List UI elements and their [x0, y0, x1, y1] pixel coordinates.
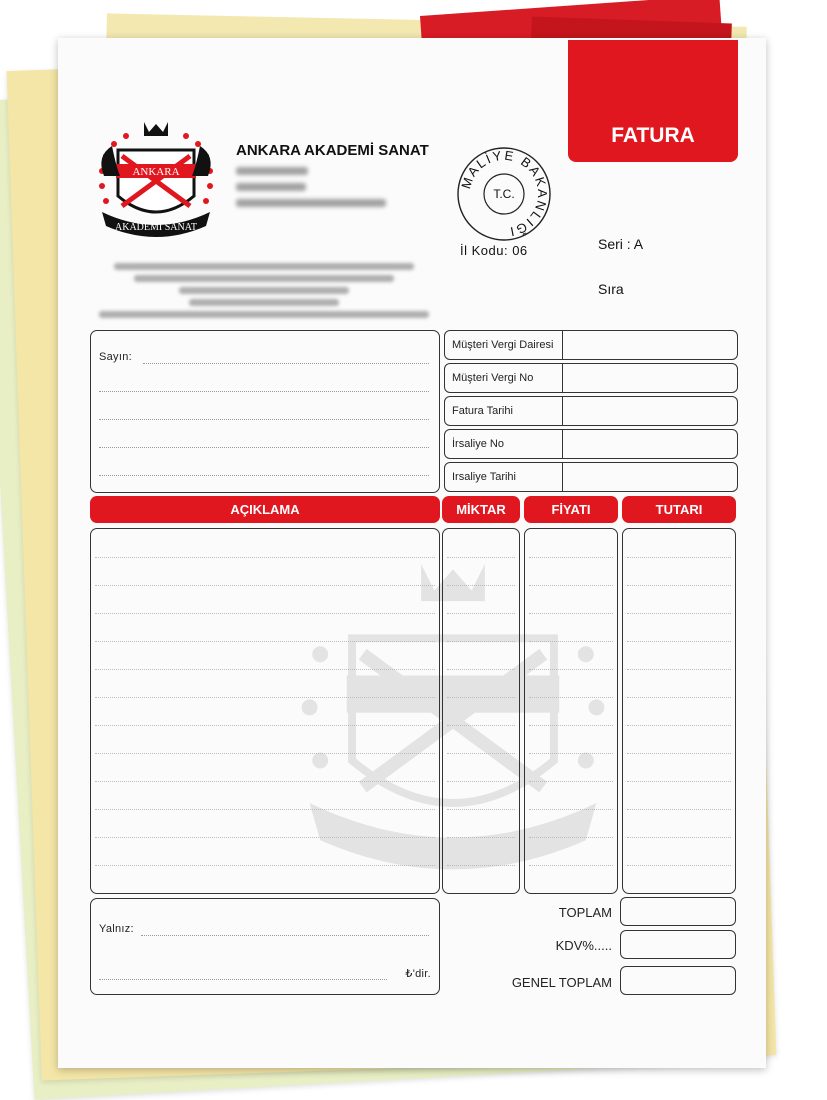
blurred-text: [114, 263, 414, 270]
info-row-irsaliye-tarihi[interactable]: [444, 462, 738, 492]
customer-box[interactable]: [90, 330, 440, 493]
logo-bottom-text: AKADEMİ SANAT: [115, 222, 197, 233]
address-block: [94, 258, 434, 318]
invoice-sheet: [58, 38, 766, 1068]
stamp-center-text: T.C.: [493, 187, 515, 201]
blurred-text: [236, 183, 306, 191]
crest-logo-icon: [94, 116, 218, 244]
info-row-fatura-tarihi[interactable]: [444, 396, 738, 426]
blurred-text: [99, 311, 429, 318]
toplam-label: TOPLAM: [558, 905, 612, 920]
dotted-line: [99, 447, 429, 448]
column-miktar[interactable]: [442, 528, 520, 894]
blurred-text: [189, 299, 339, 306]
dotted-line: [99, 419, 429, 420]
blurred-text: [236, 167, 308, 175]
kdv-label: KDV%.....: [555, 938, 612, 953]
sira-field: Sıra: [598, 281, 624, 297]
info-row-vergi-dairesi[interactable]: [444, 330, 738, 360]
yalniz-label: Yalnız:: [99, 923, 134, 935]
info-label: Müşteri Vergi No: [452, 372, 534, 384]
sayin-label: Sayın:: [99, 351, 132, 363]
info-label: Müşteri Vergi Dairesi: [452, 339, 554, 351]
logo-top-text: ANKARA: [132, 166, 180, 178]
kdv-field[interactable]: [620, 930, 736, 959]
genel-toplam-label: GENEL TOPLAM: [511, 975, 612, 990]
column-fiyati[interactable]: [524, 528, 618, 894]
dir-suffix: ₺'dir.: [405, 968, 431, 980]
blurred-text: [134, 275, 394, 282]
ministry-stamp-icon: [456, 146, 552, 242]
dotted-line: [99, 391, 429, 392]
column-aciklama[interactable]: [90, 528, 440, 894]
blurred-text: [179, 287, 349, 294]
company-block: [236, 142, 429, 207]
info-label: İrsaliye No: [452, 438, 504, 450]
yalniz-box[interactable]: [90, 898, 440, 995]
dotted-line: [99, 475, 429, 476]
il-kodu: İl Kodu: 06: [460, 243, 528, 258]
seri-field: Seri : A: [598, 236, 644, 252]
dotted-line: [99, 979, 387, 980]
info-label: Fatura Tarihi: [452, 405, 513, 417]
toplam-field[interactable]: [620, 897, 736, 926]
column-tutari[interactable]: [622, 528, 736, 894]
blurred-text: [236, 199, 386, 207]
document-title: FATURA: [611, 124, 695, 147]
company-name: ANKARA AKADEMİ SANAT: [236, 142, 429, 159]
fatura-title-tab: [568, 40, 738, 162]
stamp-arc-text: MALİYE BAKANLIĞI: [458, 147, 551, 240]
header-aciklama: AÇIKLAMA: [90, 496, 440, 523]
dotted-line: [141, 935, 429, 936]
dotted-line: [143, 363, 429, 364]
header-tutari: TUTARI: [622, 496, 736, 523]
info-row-irsaliye-no[interactable]: [444, 429, 738, 459]
genel-toplam-field[interactable]: [620, 966, 736, 995]
header-miktar: MİKTAR: [442, 496, 520, 523]
info-row-vergi-no[interactable]: [444, 363, 738, 393]
header-fiyati: FİYATI: [524, 496, 618, 523]
info-label: Irsaliye Tarihi: [452, 471, 516, 483]
